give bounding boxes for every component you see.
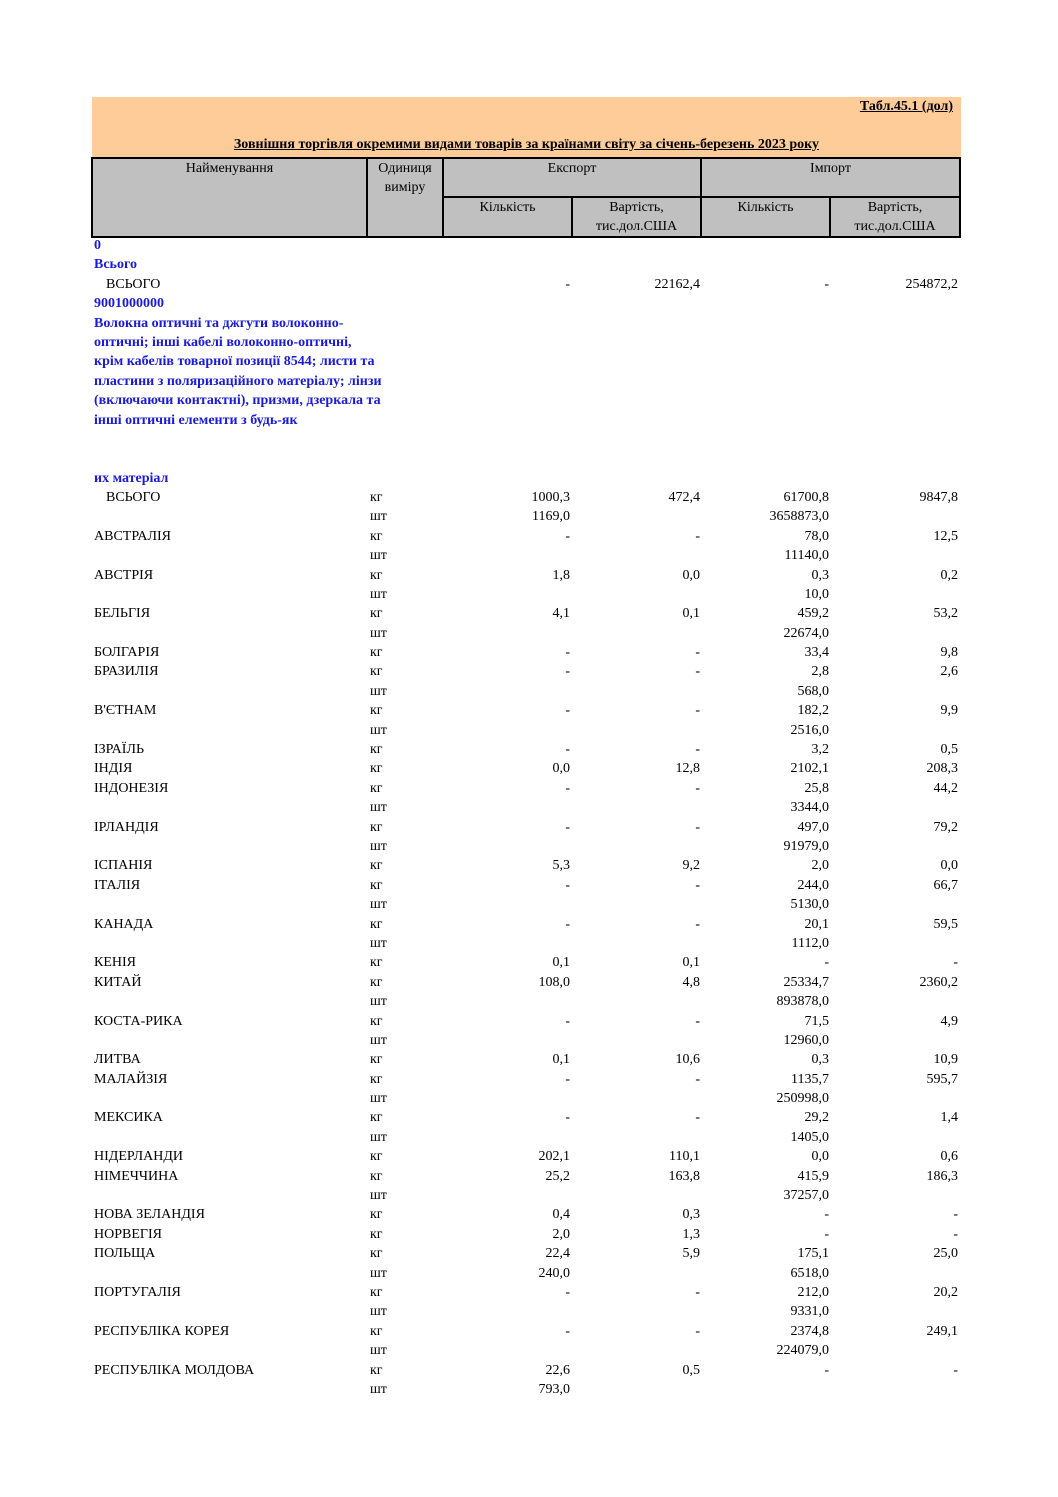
import-value: 2360,2	[919, 974, 958, 990]
table-row	[93, 837, 961, 856]
export-qty: -	[565, 916, 570, 932]
title-banner	[92, 97, 961, 157]
country-name: АВСТРІЯ	[94, 567, 154, 583]
import-value: 0,5	[940, 742, 958, 758]
import-qty: -	[824, 1226, 829, 1242]
export-value: -	[695, 1323, 700, 1339]
table-row	[93, 1031, 961, 1050]
table-header	[91, 157, 961, 238]
import-qty: -	[824, 1207, 829, 1223]
unit-cell: кг	[370, 1149, 383, 1165]
header-import: Імпорт	[701, 158, 960, 197]
header-import-qty: Кількість	[701, 197, 830, 237]
import-value: 2,6	[940, 664, 958, 680]
import-qty: 2374,8	[790, 1323, 829, 1339]
table-row	[93, 953, 961, 972]
import-value: -	[953, 1226, 958, 1242]
export-qty: -	[565, 1284, 570, 1300]
table-row	[93, 1205, 961, 1224]
import-qty: 1112,0	[791, 935, 829, 951]
table-row	[93, 934, 961, 953]
export-value: -	[695, 1013, 700, 1029]
table-row	[93, 1302, 961, 1321]
import-value: 66,7	[933, 877, 958, 893]
table-row	[93, 1128, 961, 1147]
export-qty: -	[565, 742, 570, 758]
table-row	[93, 759, 961, 778]
country-name: НОРВЕГІЯ	[94, 1226, 162, 1242]
export-value: 5,9	[682, 1246, 700, 1262]
table-row	[93, 1380, 961, 1399]
import-qty: 25,8	[804, 780, 829, 796]
import-qty: 5130,0	[790, 897, 829, 913]
table-row	[93, 624, 961, 643]
table-row	[93, 662, 961, 681]
unit-cell: кг	[370, 1226, 383, 1242]
unit-cell: кг	[370, 1071, 383, 1087]
import-qty: 1405,0	[790, 1129, 829, 1145]
export-qty: 202,1	[538, 1149, 570, 1165]
unit-cell: кг	[370, 489, 383, 505]
country-name: НІМЕЧЧИНА	[94, 1168, 179, 1184]
table-body	[93, 236, 961, 1399]
unit-cell: кг	[370, 780, 383, 796]
import-qty: 2,0	[811, 858, 829, 874]
export-qty: 0,0	[552, 761, 570, 777]
unit-cell: кг	[370, 528, 383, 544]
table-row	[93, 604, 961, 623]
import-qty: 250998,0	[776, 1091, 829, 1107]
unit-cell: кг	[370, 567, 383, 583]
import-qty: 1135,7	[791, 1071, 829, 1087]
export-qty: -	[565, 1013, 570, 1029]
unit-cell: кг	[370, 877, 383, 893]
unit-cell: кг	[370, 664, 383, 680]
import-qty: 61700,8	[783, 489, 829, 505]
product-description-tail: их матеріал	[94, 470, 169, 486]
table-row	[93, 1147, 961, 1166]
export-qty: 240,0	[538, 1265, 570, 1281]
unit-cell: кг	[370, 1284, 383, 1300]
unit-cell: шт	[370, 800, 387, 816]
unit-cell: шт	[370, 1188, 387, 1204]
import-qty: 6518,0	[790, 1265, 829, 1281]
unit-cell: кг	[370, 1207, 383, 1223]
table-row	[93, 643, 961, 662]
unit-cell: кг	[370, 858, 383, 874]
import-qty: 2,8	[811, 664, 829, 680]
import-qty: 212,0	[797, 1284, 829, 1300]
export-value: 0,5	[682, 1362, 700, 1378]
country-name: РЕСПУБЛІКА МОЛДОВА	[94, 1362, 255, 1378]
export-value: 0,1	[682, 955, 700, 971]
unit-cell: кг	[370, 742, 383, 758]
table-row	[93, 488, 961, 507]
import-value: 208,3	[926, 761, 958, 777]
import-value: 595,7	[926, 1071, 958, 1087]
import-qty: 568,0	[797, 683, 829, 699]
import-value: 10,9	[933, 1052, 958, 1068]
import-qty: 91979,0	[783, 838, 829, 854]
group-label: Всього	[94, 257, 137, 273]
import-qty: 20,1	[804, 916, 829, 932]
country-name: ВСЬОГО	[106, 489, 161, 505]
table-row	[93, 1341, 961, 1360]
export-value: 0,0	[682, 567, 700, 583]
export-value: 9,2	[682, 858, 700, 874]
table-row	[93, 876, 961, 895]
country-name: АВСТРАЛІЯ	[94, 528, 171, 544]
import-qty: 25334,7	[783, 974, 829, 990]
import-qty: 2516,0	[790, 722, 829, 738]
export-qty: -	[565, 877, 570, 893]
import-qty: 497,0	[797, 819, 829, 835]
import-value: 59,5	[933, 916, 958, 932]
import-qty: 3658873,0	[769, 509, 829, 525]
import-value: 9,8	[940, 645, 958, 661]
unit-cell: кг	[370, 1323, 383, 1339]
export-qty: 0,1	[552, 1052, 570, 1068]
import-value: 20,2	[933, 1284, 958, 1300]
import-value: 9847,8	[919, 489, 958, 505]
country-name: БОЛГАРІЯ	[94, 645, 160, 661]
import-value: 4,9	[940, 1013, 958, 1029]
unit-cell: кг	[370, 1052, 383, 1068]
table-row	[93, 915, 961, 934]
page-title: Зовнішня торгівля окремими видами товарів за країнами світу за січень-березень 2023 року	[233, 137, 820, 152]
table-row	[93, 1225, 961, 1244]
import-qty: 893878,0	[776, 994, 829, 1010]
export-qty: -	[565, 1323, 570, 1339]
export-qty: -	[565, 664, 570, 680]
country-name: БЕЛЬГІЯ	[94, 606, 151, 622]
unit-cell: кг	[370, 1110, 383, 1126]
import-value: 25,0	[933, 1246, 958, 1262]
unit-cell: шт	[370, 838, 387, 854]
table-row	[93, 507, 961, 526]
table-row	[93, 992, 961, 1011]
export-value: 1,3	[682, 1226, 700, 1242]
import-value: -	[953, 1207, 958, 1223]
export-qty: 2,0	[552, 1226, 570, 1242]
import-qty: 459,2	[797, 606, 829, 622]
import-qty: 415,9	[797, 1168, 829, 1184]
header-import-value: Вартість, тис.дол.США	[830, 197, 960, 237]
export-qty: 25,2	[545, 1168, 570, 1184]
product-description: Волокна оптичні та джгути волоконно-оптичні; інші кабелі волоконно-оптичні, крім кабелів товарної позиції 8544; листи та пластини з поляризаційного матеріалу; лінзи (включаючи контактні), призми, дзеркала та інші оптичні елементи з будь-як	[94, 315, 382, 428]
country-name: ІТАЛІЯ	[94, 877, 141, 893]
export-value: 472,4	[668, 489, 700, 505]
table-row	[93, 1264, 961, 1283]
export-value: 0,1	[682, 606, 700, 622]
header-unit: Одиниця виміру	[367, 158, 443, 197]
unit-cell: шт	[370, 1304, 387, 1320]
table-row	[93, 1070, 961, 1089]
export-value: 12,8	[675, 761, 700, 777]
import-qty: 12960,0	[783, 1032, 829, 1048]
export-qty: 22,4	[545, 1246, 570, 1262]
country-name: В'ЄТНАМ	[94, 703, 157, 719]
import-qty: 224079,0	[776, 1343, 829, 1359]
unit-cell: кг	[370, 916, 383, 932]
import-value: 9,9	[940, 703, 958, 719]
export-qty: 1169,0	[532, 509, 570, 525]
table-ref: Табл.45.1 (дол)	[859, 99, 953, 114]
import-value: 186,3	[926, 1168, 958, 1184]
export-qty: -	[565, 1110, 570, 1126]
country-name: МЕКСИКА	[94, 1110, 163, 1126]
export-value: 163,8	[668, 1168, 700, 1184]
import-value: -	[953, 1362, 958, 1378]
table-row	[93, 818, 961, 837]
unit-cell: шт	[370, 1091, 387, 1107]
import-value: 53,2	[933, 606, 958, 622]
country-name: ІНДІЯ	[94, 761, 133, 777]
export-value: -	[695, 1110, 700, 1126]
export-value: -	[695, 664, 700, 680]
country-name: НОВА ЗЕЛАНДІЯ	[94, 1207, 205, 1223]
import-qty: 0,0	[811, 1149, 829, 1165]
country-name: НІДЕРЛАНДИ	[94, 1149, 183, 1165]
export-value: 0,3	[682, 1207, 700, 1223]
export-qty: -	[565, 819, 570, 835]
unit-cell: шт	[370, 994, 387, 1010]
import-qty: 182,2	[797, 703, 829, 719]
export-qty: 0,4	[552, 1207, 570, 1223]
import-qty: -	[824, 955, 829, 971]
unit-cell: шт	[370, 897, 387, 913]
unit-cell: шт	[370, 1343, 387, 1359]
unit-cell: кг	[370, 974, 383, 990]
header-export-value: Вартість, тис.дол.США	[572, 197, 701, 237]
data-rows	[93, 488, 961, 1399]
import-value: 1,4	[940, 1110, 958, 1126]
export-value: 110,1	[669, 1149, 700, 1165]
export-value: -	[695, 645, 700, 661]
export-value: -	[695, 528, 700, 544]
unit-cell: шт	[370, 1265, 387, 1281]
product-code: 9001000000	[94, 296, 164, 312]
export-qty: 4,1	[552, 606, 570, 622]
group-code: 0	[94, 238, 101, 253]
table-row	[93, 779, 961, 798]
import-value: 0,6	[940, 1149, 958, 1165]
export-value: -	[695, 703, 700, 719]
unit-cell: кг	[370, 761, 383, 777]
import-qty: 78,0	[804, 528, 829, 544]
unit-cell: шт	[370, 935, 387, 951]
export-value: -	[695, 819, 700, 835]
header-export: Експорт	[443, 158, 701, 197]
table-row	[93, 585, 961, 604]
import-qty: 22674,0	[783, 625, 829, 641]
unit-cell: шт	[370, 1381, 387, 1397]
unit-cell: шт	[370, 625, 387, 641]
import-qty: 9331,0	[790, 1304, 829, 1320]
table-row	[93, 721, 961, 740]
unit-cell: кг	[370, 1168, 383, 1184]
import-qty: 29,2	[804, 1110, 829, 1126]
unit-cell: кг	[370, 1013, 383, 1029]
unit-cell: шт	[370, 548, 387, 564]
table-row	[93, 1167, 961, 1186]
table-row	[93, 701, 961, 720]
country-name: КАНАДА	[94, 916, 154, 932]
import-value: -	[953, 955, 958, 971]
export-value: -	[695, 877, 700, 893]
import-qty: 37257,0	[783, 1188, 829, 1204]
import-qty: 0,3	[811, 1052, 829, 1068]
header-export-qty: Кількість	[443, 197, 572, 237]
unit-cell: шт	[370, 509, 387, 525]
import-qty: 10,0	[804, 586, 829, 602]
import-qty: 0,3	[811, 567, 829, 583]
table-row	[93, 1361, 961, 1380]
unit-cell: кг	[370, 1362, 383, 1378]
import-value: 249,1	[926, 1323, 958, 1339]
unit-cell: кг	[370, 645, 383, 661]
country-name: КОСТА-РИКА	[94, 1013, 183, 1029]
export-value: -	[695, 742, 700, 758]
unit-cell: шт	[370, 683, 387, 699]
unit-cell: шт	[370, 1129, 387, 1145]
header-name: Найменування	[92, 158, 367, 237]
unit-cell: шт	[370, 1032, 387, 1048]
unit-cell: шт	[370, 722, 387, 738]
export-value: 10,6	[675, 1052, 700, 1068]
table-row	[93, 682, 961, 701]
import-value: 0,0	[940, 858, 958, 874]
import-value: 0,2	[940, 567, 958, 583]
table-row	[93, 546, 961, 565]
import-qty: 2102,1	[790, 761, 829, 777]
import-value: 44,2	[933, 780, 958, 796]
unit-cell: кг	[370, 955, 383, 971]
export-qty: -	[565, 528, 570, 544]
export-qty: 0,1	[552, 955, 570, 971]
country-name: РЕСПУБЛІКА КОРЕЯ	[94, 1323, 230, 1339]
unit-cell: кг	[370, 1246, 383, 1262]
export-qty: -	[565, 1071, 570, 1087]
country-name: ІНДОНЕЗІЯ	[94, 780, 169, 796]
table-row	[93, 1186, 961, 1205]
unit-cell: шт	[370, 586, 387, 602]
table-row	[93, 1244, 961, 1263]
import-qty: 11140,0	[784, 548, 829, 564]
import-qty: 175,1	[797, 1246, 829, 1262]
export-value: 4,8	[682, 974, 700, 990]
unit-cell: кг	[370, 819, 383, 835]
table-row-total: ВСЬОГО - 22162,4 - 254872,2	[106, 276, 958, 292]
import-value: 79,2	[933, 819, 958, 835]
table-row	[93, 895, 961, 914]
export-value: -	[695, 780, 700, 796]
import-qty: 33,4	[804, 645, 829, 661]
export-value: -	[695, 1071, 700, 1087]
import-qty: 244,0	[797, 877, 829, 893]
export-qty: -	[565, 780, 570, 796]
export-value: -	[695, 1284, 700, 1300]
table-row	[93, 1283, 961, 1302]
table-row	[93, 1050, 961, 1069]
import-qty: 71,5	[804, 1013, 829, 1029]
export-qty: -	[565, 703, 570, 719]
table-row	[93, 1012, 961, 1031]
export-value: -	[695, 916, 700, 932]
country-name: ІСПАНІЯ	[94, 858, 153, 874]
export-qty: 108,0	[538, 974, 570, 990]
table-row	[93, 1089, 961, 1108]
country-name: ПОРТУГАЛІЯ	[94, 1284, 181, 1300]
country-name: МАЛАЙЗІЯ	[94, 1071, 168, 1087]
table-row	[93, 856, 961, 875]
table-row	[93, 973, 961, 992]
country-name: ЛИТВА	[94, 1052, 141, 1068]
export-qty: 1,8	[552, 567, 570, 583]
country-name: БРАЗИЛІЯ	[94, 664, 159, 680]
unit-cell: кг	[370, 703, 383, 719]
country-name: КИТАЙ	[94, 974, 142, 990]
table-row	[93, 1322, 961, 1341]
import-qty: -	[824, 1362, 829, 1378]
country-name: ІЗРАЇЛЬ	[94, 742, 144, 758]
table-row	[93, 740, 961, 759]
table-row	[93, 527, 961, 546]
table-row	[93, 798, 961, 817]
table-row	[93, 1108, 961, 1127]
country-name: ІРЛАНДІЯ	[94, 819, 159, 835]
country-name: ПОЛЬЩА	[94, 1246, 156, 1262]
export-qty: 22,6	[545, 1362, 570, 1378]
table-row	[93, 566, 961, 585]
import-value: 12,5	[933, 528, 958, 544]
export-qty: 5,3	[552, 858, 570, 874]
unit-cell: кг	[370, 606, 383, 622]
import-qty: 3,2	[811, 742, 829, 758]
export-qty: 1000,3	[531, 489, 570, 505]
country-name: КЕНІЯ	[94, 955, 136, 971]
export-qty: 793,0	[538, 1381, 570, 1397]
export-qty: -	[565, 645, 570, 661]
import-qty: 3344,0	[790, 800, 829, 816]
